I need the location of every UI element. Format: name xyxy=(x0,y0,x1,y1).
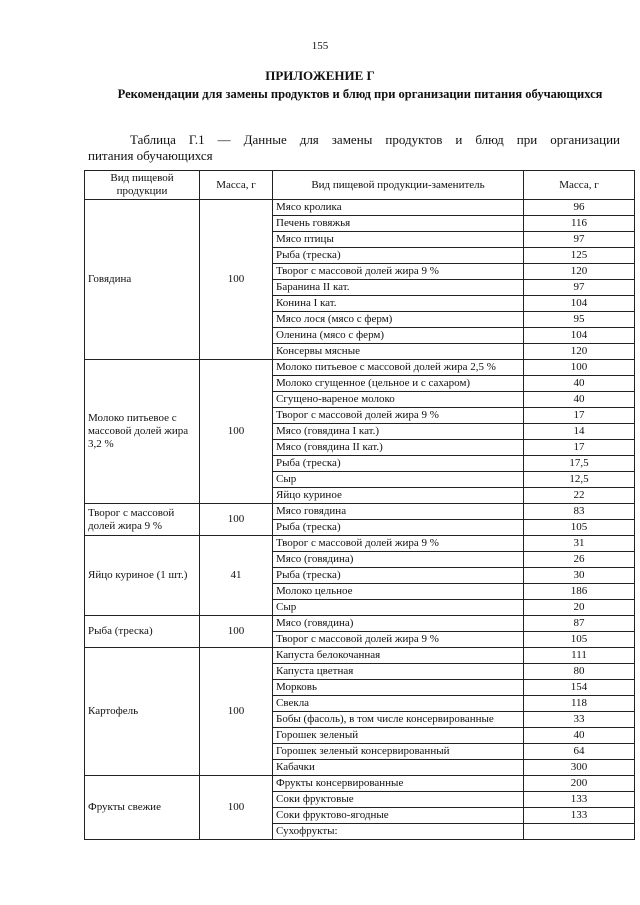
substitute-name: Сухофрукты: xyxy=(273,824,524,840)
group-product-name: Яйцо куриное (1 шт.) xyxy=(85,536,200,616)
substitute-mass: 83 xyxy=(524,504,635,520)
substitute-name: Мясо лося (мясо с ферм) xyxy=(273,312,524,328)
substitute-mass: 12,5 xyxy=(524,472,635,488)
table-row xyxy=(85,616,635,632)
substitute-name: Мясо (говядина) xyxy=(273,552,524,568)
group-product-mass: 100 xyxy=(200,616,273,648)
substitute-name: Консервы мясные xyxy=(273,344,524,360)
group-product-mass: 100 xyxy=(200,648,273,776)
table-row xyxy=(85,536,635,552)
substitute-mass: 17 xyxy=(524,408,635,424)
substitute-name: Бобы (фасоль), в том числе консервированные xyxy=(273,712,524,728)
substitute-mass: 116 xyxy=(524,216,635,232)
appendix-title: ПРИЛОЖЕНИЕ Г xyxy=(265,68,375,83)
substitute-name: Сгущено-вареное молоко xyxy=(273,392,524,408)
substitute-mass: 30 xyxy=(524,568,635,584)
page-number: 155 xyxy=(311,40,329,52)
group-product-name: Творог с массовой долей жира 9 % xyxy=(85,504,200,536)
header-product: Вид пищевой продукции xyxy=(85,171,200,200)
substitute-mass: 31 xyxy=(524,536,635,552)
substitute-name: Печень говяжья xyxy=(273,216,524,232)
substitute-mass: 87 xyxy=(524,616,635,632)
substitute-mass: 95 xyxy=(524,312,635,328)
table-header-row xyxy=(85,171,635,200)
appendix-subtitle: Рекомендации для замены продуктов и блюд при организации питания обучающихся xyxy=(117,87,603,101)
substitute-mass: 64 xyxy=(524,744,635,760)
substitute-mass: 17 xyxy=(524,440,635,456)
substitution-table xyxy=(84,170,635,840)
substitute-mass: 120 xyxy=(524,264,635,280)
header-mass: Масса, г xyxy=(200,171,273,200)
substitute-name: Сыр xyxy=(273,600,524,616)
substitute-mass: 125 xyxy=(524,248,635,264)
substitute-mass: 100 xyxy=(524,360,635,376)
table-row xyxy=(85,648,635,664)
substitute-name: Творог с массовой долей жира 9 % xyxy=(273,408,524,424)
substitute-mass: 96 xyxy=(524,200,635,216)
substitute-name: Сыр xyxy=(273,472,524,488)
substitute-mass: 97 xyxy=(524,232,635,248)
substitute-mass: 26 xyxy=(524,552,635,568)
substitute-name: Яйцо куриное xyxy=(273,488,524,504)
substitute-name: Творог с массовой долей жира 9 % xyxy=(273,632,524,648)
substitute-mass: 120 xyxy=(524,344,635,360)
table-row xyxy=(85,776,635,792)
substitute-mass: 14 xyxy=(524,424,635,440)
substitute-mass: 200 xyxy=(524,776,635,792)
group-product-mass: 100 xyxy=(200,504,273,536)
group-product-mass: 41 xyxy=(200,536,273,616)
substitute-name: Мясо (говядина II кат.) xyxy=(273,440,524,456)
group-product-name: Картофель xyxy=(85,648,200,776)
table-body xyxy=(85,200,635,840)
table-caption xyxy=(88,132,620,164)
substitute-name: Молоко сгущенное (цельное и с сахаром) xyxy=(273,376,524,392)
substitute-name: Рыба (треска) xyxy=(273,248,524,264)
substitute-name: Рыба (треска) xyxy=(273,568,524,584)
substitute-name: Молоко питьевое с массовой долей жира 2,5 % xyxy=(273,360,524,376)
substitute-name: Кабачки xyxy=(273,760,524,776)
substitute-name: Мясо (говядина) xyxy=(273,616,524,632)
substitute-mass: 300 xyxy=(524,760,635,776)
table-caption-line-1: Таблица Г.1 — Данные для замены продуктов и блюд при организации xyxy=(130,132,620,147)
substitute-name: Фрукты консервированные xyxy=(273,776,524,792)
group-product-name: Фрукты свежие xyxy=(85,776,200,840)
group-product-name: Молоко питьевое с массовой долей жира 3,2 % xyxy=(85,360,200,504)
substitute-mass: 80 xyxy=(524,664,635,680)
substitute-name: Мясо говядина xyxy=(273,504,524,520)
table-caption-line-2: питания обучающихся xyxy=(88,148,213,163)
substitute-mass: 20 xyxy=(524,600,635,616)
substitute-name: Баранина II кат. xyxy=(273,280,524,296)
substitute-mass: 40 xyxy=(524,376,635,392)
substitute-name: Творог с массовой долей жира 9 % xyxy=(273,264,524,280)
substitute-name: Творог с массовой долей жира 9 % xyxy=(273,536,524,552)
substitute-mass: 105 xyxy=(524,632,635,648)
substitute-name: Рыба (треска) xyxy=(273,520,524,536)
substitute-mass: 133 xyxy=(524,792,635,808)
substitute-mass: 22 xyxy=(524,488,635,504)
substitute-mass: 118 xyxy=(524,696,635,712)
substitute-name: Капуста цветная xyxy=(273,664,524,680)
substitute-name: Капуста белокочанная xyxy=(273,648,524,664)
substitute-mass: 104 xyxy=(524,328,635,344)
substitute-mass: 33 xyxy=(524,712,635,728)
substitute-name: Морковь xyxy=(273,680,524,696)
table-row xyxy=(85,200,635,216)
substitute-name: Горошек зеленый xyxy=(273,728,524,744)
substitute-name: Молоко цельное xyxy=(273,584,524,600)
header-substitute-mass: Масса, г xyxy=(524,171,635,200)
substitute-mass: 40 xyxy=(524,728,635,744)
substitute-mass: 104 xyxy=(524,296,635,312)
table-row xyxy=(85,504,635,520)
group-product-mass: 100 xyxy=(200,360,273,504)
substitute-name: Соки фруктовые xyxy=(273,792,524,808)
substitute-name: Конина I кат. xyxy=(273,296,524,312)
group-product-name: Рыба (треска) xyxy=(85,616,200,648)
substitute-name: Рыба (треска) xyxy=(273,456,524,472)
substitute-name: Мясо птицы xyxy=(273,232,524,248)
substitute-name: Свекла xyxy=(273,696,524,712)
substitute-name: Горошек зеленый консервированный xyxy=(273,744,524,760)
substitute-name: Оленина (мясо с ферм) xyxy=(273,328,524,344)
substitute-mass: 97 xyxy=(524,280,635,296)
substitute-mass: 17,5 xyxy=(524,456,635,472)
substitute-mass: 186 xyxy=(524,584,635,600)
header-substitute: Вид пищевой продукции-заменитель xyxy=(273,171,524,200)
substitute-mass: 111 xyxy=(524,648,635,664)
substitute-mass: 133 xyxy=(524,808,635,824)
substitute-mass: 105 xyxy=(524,520,635,536)
substitute-mass xyxy=(524,824,635,840)
group-product-mass: 100 xyxy=(200,776,273,840)
group-product-mass: 100 xyxy=(200,200,273,360)
substitute-mass: 154 xyxy=(524,680,635,696)
substitute-name: Мясо кролика xyxy=(273,200,524,216)
substitute-name: Мясо (говядина I кат.) xyxy=(273,424,524,440)
substitute-mass: 40 xyxy=(524,392,635,408)
substitute-name: Соки фруктово-ягодные xyxy=(273,808,524,824)
table-row xyxy=(85,360,635,376)
group-product-name: Говядина xyxy=(85,200,200,360)
